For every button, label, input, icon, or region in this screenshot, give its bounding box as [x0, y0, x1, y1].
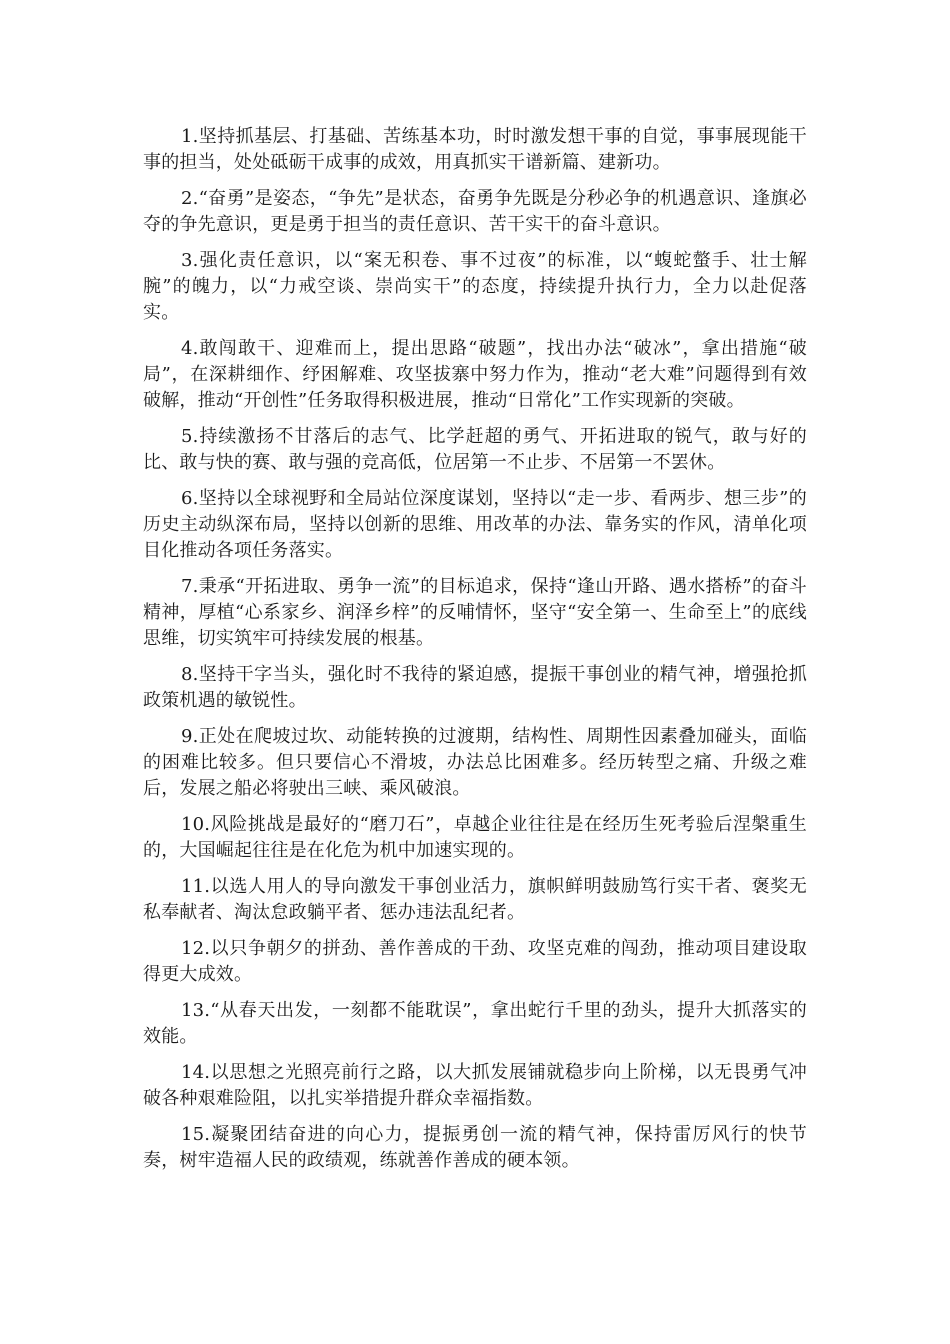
document-body — [143, 124, 807, 1184]
paragraph-6: 6.坚持以全球视野和全局站位深度谋划，坚持以“走一步、看两步、想三步”的历史主动纵深布局，坚持以创新的思维、用改革的办法、靠务实的作风，清单化项目化推动各项任务落实。 — [143, 488, 807, 561]
paragraph-5: 5.持续激扬不甘落后的志气、比学赶超的勇气、开拓进取的锐气，敢与好的比、敢与快的赛、敢与强的竞高低，位居第一不止步、不居第一不罢休。 — [143, 426, 807, 473]
paragraph-2: 2.“奋勇”是姿态，“争先”是状态，奋勇争先既是分秒必争的机遇意识、逢旗必夺的争先意识，更是勇于担当的责任意识、苦干实干的奋斗意识。 — [143, 188, 807, 235]
paragraph-15: 15.凝聚团结奋进的向心力，提振勇创一流的精气神，保持雷厉风行的快节奏，树牢造福人民的政绩观，练就善作善成的硬本领。 — [143, 1124, 807, 1171]
paragraph-4: 4.敢闯敢干、迎难而上，提出思路“破题”，找出办法“破冰”，拿出措施“破局”，在深耕细作、纾困解难、攻坚拔寨中努力作为，推动“老大难”问题得到有效破解，推动“开创性”任务取得积极进展，推动“日常化”工作实现新的突破。 — [143, 338, 807, 411]
paragraph-8: 8.坚持干字当头，强化时不我待的紧迫感，提振干事创业的精气神，增强抢抓政策机遇的敏锐性。 — [143, 664, 807, 711]
paragraph-12: 12.以只争朝夕的拼劲、善作善成的干劲、攻坚克难的闯劲，推动项目建设取得更大成效。 — [143, 938, 807, 985]
paragraph-1: 1.坚持抓基层、打基础、苦练基本功，时时激发想干事的自觉，事事展现能干事的担当，处处砥砺干成事的成效，用真抓实干谱新篇、建新功。 — [143, 126, 807, 173]
paragraph-11: 11.以选人用人的导向激发干事创业活力，旗帜鲜明鼓励笃行实干者、褒奖无私奉献者、淘汰怠政躺平者、惩办违法乱纪者。 — [143, 876, 807, 923]
paragraph-10: 10.风险挑战是最好的“磨刀石”，卓越企业往往是在经历生死考验后涅槃重生的，大国崛起往往是在化危为机中加速实现的。 — [143, 814, 807, 861]
paragraph-13: 13.“从春天出发，一刻都不能耽误”，拿出蛇行千里的劲头，提升大抓落实的效能。 — [143, 1000, 807, 1047]
paragraph-7: 7.秉承“开拓进取、勇争一流”的目标追求，保持“逢山开路、遇水搭桥”的奋斗精神，厚植“心系家乡、润泽乡梓”的反哺情怀，坚守“安全第一、生命至上”的底线思维，切实筑牢可持续发展的根基。 — [143, 576, 807, 649]
paragraph-3: 3.强化责任意识，以“案无积卷、事不过夜”的标准，以“蝮蛇螫手、壮士解腕”的魄力，以“力戒空谈、崇尚实干”的态度，持续提升执行力，全力以赴促落实。 — [143, 250, 807, 323]
paragraph-9: 9.正处在爬坡过坎、动能转换的过渡期，结构性、周期性因素叠加碰头，面临的困难比较多。但只要信心不滑坡，办法总比困难多。经历转型之痛、升级之难后，发展之船必将驶出三峡、乘风破浪。 — [143, 726, 807, 799]
paragraph-14: 14.以思想之光照亮前行之路，以大抓发展铺就稳步向上阶梯，以无畏勇气冲破各种艰难险阻，以扎实举措提升群众幸福指数。 — [143, 1062, 807, 1109]
